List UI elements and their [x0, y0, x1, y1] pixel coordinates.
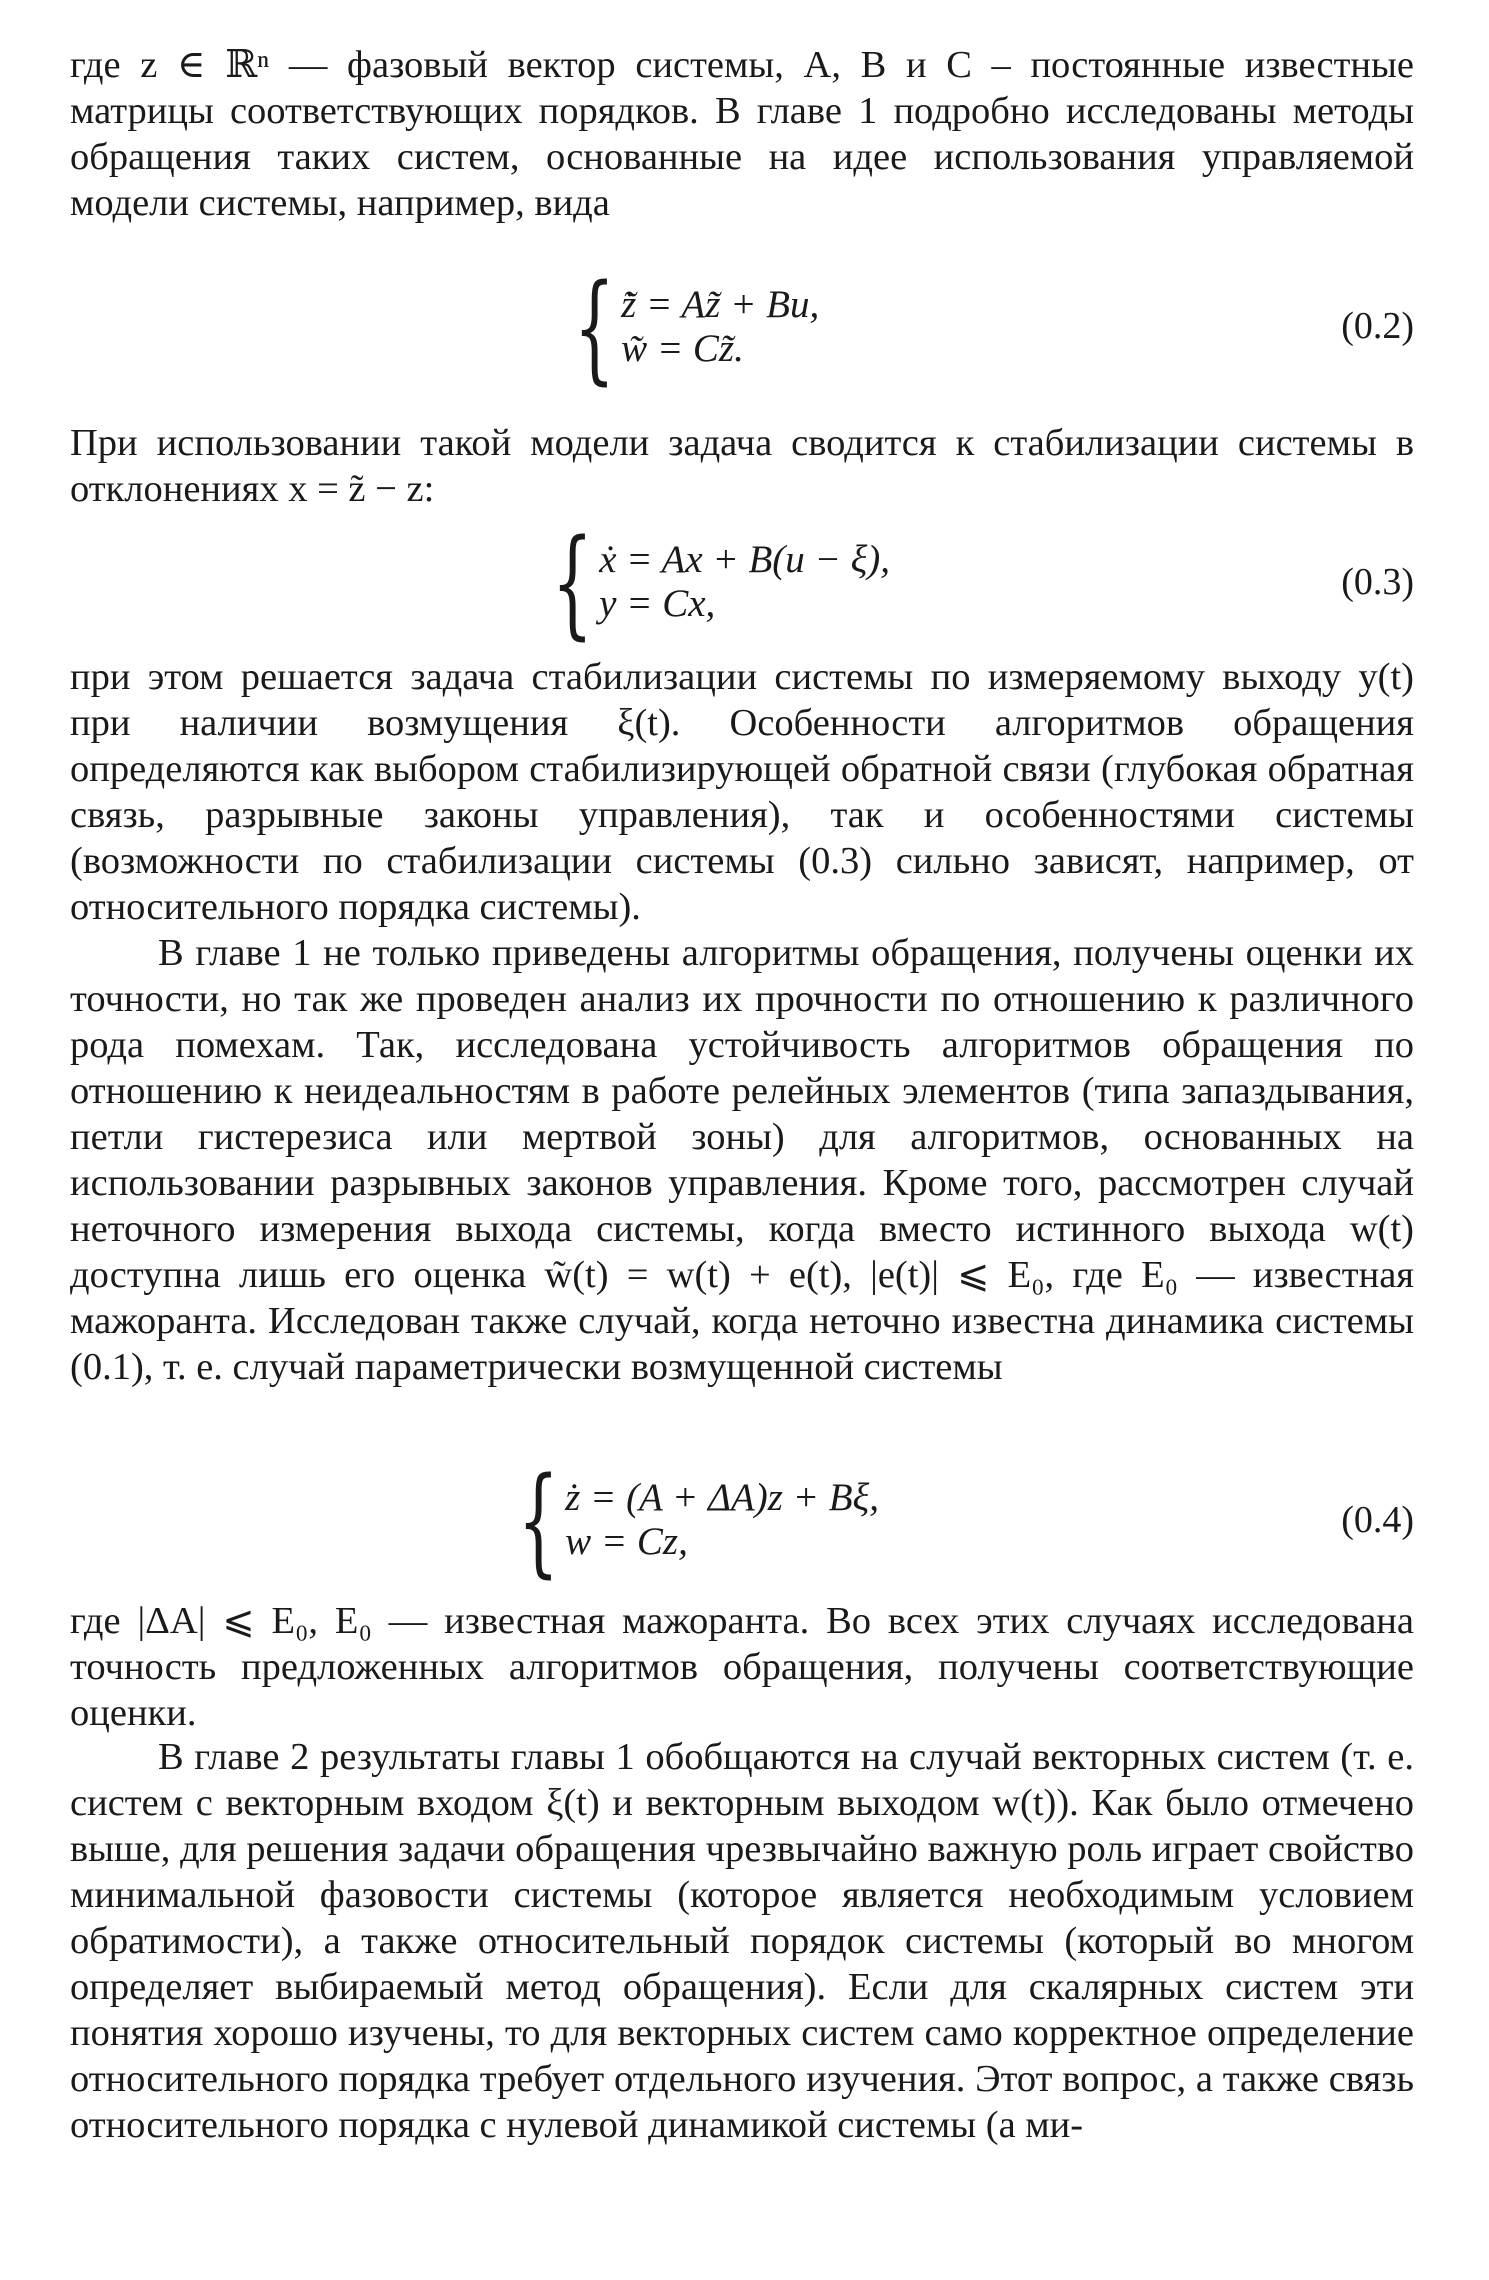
paragraph-5	[70, 1598, 1414, 1736]
equation-0-3-line-2: y = Cx,	[599, 582, 716, 625]
equation-0-4-line-2: w = Cz,	[565, 1520, 688, 1563]
equation-0-3-line-1: ẋ = Ax + B(u − ξ),	[599, 538, 891, 581]
equation-0-2-line-1: z̃̇ = Az̃ + Bu,	[621, 283, 820, 326]
paragraph-1-text: где z ∈ ℝⁿ — фазовый вектор системы, A, B и C – постоянные известные матрицы соответствующих порядков. В главе 1 подробно исследованы методы обращения таких систем, основанные на идее использования управляемой модели системы, например, вида	[70, 44, 1414, 224]
paragraph-6-text: В главе 2 результаты главы 1 обобщаются на случай векторных систем (т. е. систем с векторным входом ξ(t) и векторным выходом w(t)). Как было отмечено выше, для решения задачи обращения чрезвычайно важную роль играет свойство минимальной фазовости системы (которое является необходимым условием обратимости), а также относительный порядок системы (который во многом определяет выбираемый метод обращения). Если для скалярных систем эти понятия хорошо изучены, то для векторных систем само корректное определение относительного порядка требует отдельного изучения. Этот вопрос, а также связь относительного порядка с нулевой динамикой системы (а ми-	[70, 1736, 1414, 2146]
left-brace-icon: {	[517, 1451, 560, 1589]
equation-0-2-line-2: w̃ = Cz̃.	[621, 327, 744, 370]
paragraph-1	[70, 42, 1414, 226]
equation-0-3	[0, 513, 1489, 651]
left-brace-icon: {	[573, 258, 616, 396]
paragraph-6	[70, 1734, 1414, 2148]
paragraph-2-text: При использовании такой модели задача сводится к стабилизации системы в отклонениях x = z̃ − z:	[70, 422, 1414, 510]
paragraph-2	[70, 420, 1414, 512]
equation-number-0-4: (0.4)	[1341, 1499, 1414, 1541]
equation-0-4-line-1: ż = (A + ΔA)z + Bξ,	[565, 1476, 879, 1519]
paragraph-3	[70, 654, 1414, 930]
equation-0-2-system	[540, 258, 820, 396]
equation-number-0-3: (0.3)	[1341, 561, 1414, 603]
equation-number-0-2: (0.2)	[1341, 305, 1414, 347]
paragraph-5-text: где |ΔA| ⩽ E₀, E₀ — известная мажоранта. Во всех этих случаях исследована точность предложенных алгоритмов обращения, получены соответствующие оценки.	[70, 1600, 1414, 1734]
left-brace-icon: {	[551, 513, 594, 651]
paragraph-4-text: В главе 1 не только приведены алгоритмы обращения, получены оценки их точности, но так же проведен анализ их прочности по отношению к различного рода помехам. Так, исследована устойчивость алгоритмов обращения по отношению к неидеальностям в работе релейных элементов (типа запаздывания, петли гистерезиса или мертвой зоны) для алгоритмов, основанных на использовании разрывных законов управления. Кроме того, рассмотрен случай неточного измерения выхода системы, когда вместо истинного выхода w(t) доступна лишь его оценка w̃(t) = w(t) + e(t), |e(t)| ⩽ E₀, где E₀ — известная мажоранта. Исследован также случай, когда неточно известна динамика системы (0.1), т. е. случай параметрически возмущенной системы	[70, 932, 1414, 1388]
equation-0-4-system	[484, 1451, 879, 1589]
equation-0-2	[0, 258, 1489, 396]
equation-0-3-system	[518, 513, 891, 651]
equation-0-4	[0, 1451, 1489, 1589]
paragraph-4	[70, 930, 1414, 1390]
paragraph-3-text: при этом решается задача стабилизации системы по измеряемому выходу y(t) при наличии возмущения ξ(t). Особенности алгоритмов обращения определяются как выбором стабилизирующей обратной связи (глубокая обратная связь, разрывные законы управления), так и особенностями системы (возможности по стабилизации системы (0.3) сильно зависят, например, от относительного порядка системы).	[70, 656, 1414, 928]
